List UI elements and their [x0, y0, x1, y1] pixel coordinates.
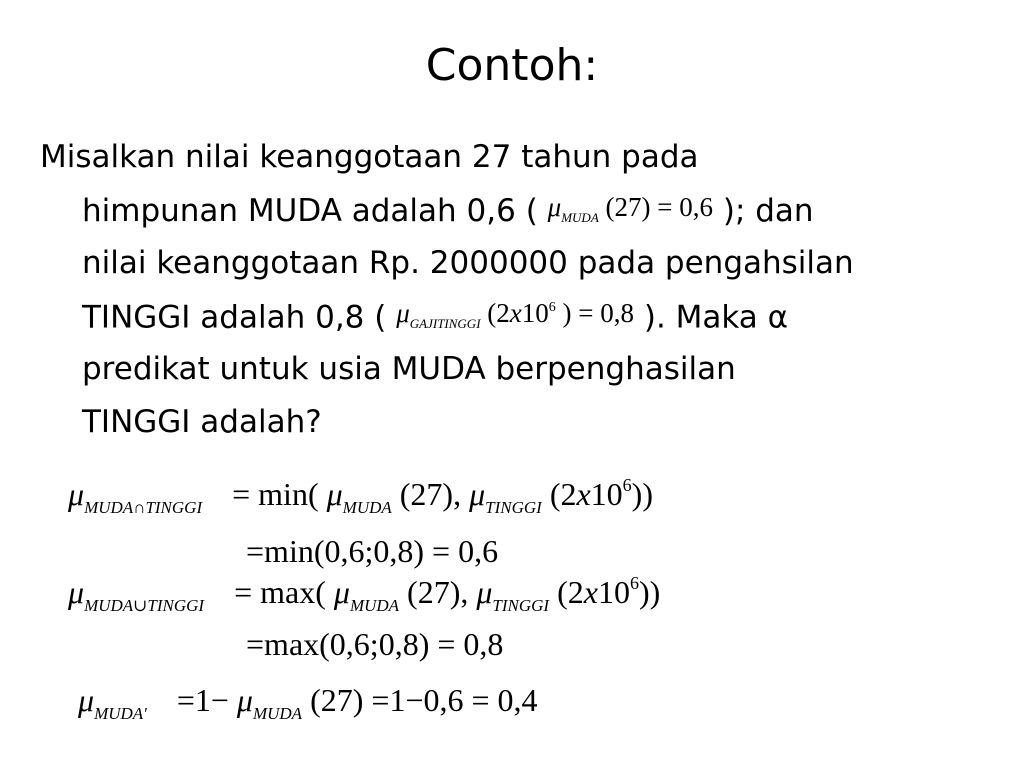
subscript-muda: MUDA: [342, 498, 392, 517]
max-open: = max(: [234, 574, 326, 610]
subscript-muda-complement: MUDA': [94, 704, 147, 723]
text-line-4-end: ). Maka α: [643, 299, 789, 336]
equation-max-result: =max(0,6;0,8) = 0,8: [246, 626, 504, 662]
equation-union: [68, 572, 660, 618]
equation-min-result: =min(0,6;0,8) = 0,6: [246, 533, 499, 569]
inline-formula-gaji: [396, 287, 634, 345]
text-line-5: predikat untuk usia MUDA berpenghasilan: [82, 351, 736, 387]
min-open: = min(: [232, 476, 319, 512]
text-line-1: Misalkan nilai keanggotaan 27 tahun pada: [40, 139, 699, 175]
inline-formula-muda: [548, 181, 713, 238]
mu-symbol: μ: [547, 192, 562, 222]
ten: 10: [590, 476, 623, 512]
x-var: x: [576, 476, 591, 512]
mu-symbol: μ: [326, 476, 343, 512]
formula-ten: 10: [521, 298, 549, 328]
equation-complement: [78, 680, 538, 726]
text-line-2-start: himpunan MUDA adalah 0,6 (: [82, 193, 538, 229]
mu-symbol: μ: [333, 574, 350, 610]
exponent: 6: [629, 573, 639, 593]
mu-symbol: μ: [476, 574, 493, 610]
text-line-4: [40, 290, 1010, 343]
formula-x: x: [509, 298, 522, 328]
mu-symbol: μ: [469, 476, 486, 512]
text-line-2-end: ); dan: [722, 193, 814, 229]
formula-open: (2: [487, 298, 510, 328]
complement-lhs: =1−: [176, 682, 229, 718]
complement-result: (27) =1−0,6 = 0,4: [310, 682, 538, 718]
x-var: x: [583, 574, 598, 610]
mu-symbol: μ: [68, 574, 85, 610]
subscript-tinggi: TINGGI: [492, 596, 550, 615]
subscript-muda: MUDA: [252, 704, 303, 723]
text-line-6: TINGGI adalah?: [82, 404, 322, 440]
text-line-4-start: TINGGI adalah 0,8 (: [82, 299, 387, 336]
subscript-muda: MUDA: [349, 596, 400, 615]
mu-symbol: μ: [68, 476, 85, 512]
subscript-tinggi: TINGGI: [485, 498, 542, 517]
text-line-2: [40, 184, 1010, 237]
formula-value: ) = 0,8: [562, 298, 634, 328]
tinggi-arg-open: (2: [549, 476, 577, 512]
muda-arg: (27),: [407, 574, 469, 610]
exponent: 6: [622, 475, 632, 495]
ten: 10: [597, 574, 630, 610]
formula-exponent: 6: [548, 300, 556, 315]
close-parens: )): [638, 574, 661, 610]
subscript-muda-or-tinggi: MUDA∪TINGGI: [84, 596, 205, 615]
subscript-muda-and-tinggi: MUDA∩TINGGI: [84, 498, 203, 517]
subscript-gajitinggi: GAJITINGGI: [409, 316, 481, 331]
mu-symbol: μ: [396, 298, 410, 328]
formula-value: (27) = 0,6: [605, 192, 713, 222]
mu-symbol: μ: [78, 682, 95, 718]
mu-symbol: μ: [236, 682, 253, 718]
body-paragraph: [40, 131, 1010, 449]
tinggi-arg-open: (2: [557, 574, 584, 610]
slide-title: Contoh:: [425, 40, 599, 91]
close-parens: )): [631, 476, 653, 512]
muda-arg: (27),: [399, 476, 462, 512]
equation-intersection: [68, 474, 653, 520]
subscript-muda: MUDA: [561, 210, 599, 225]
text-line-3: nilai keanggotaan Rp. 2000000 pada pengahsilan: [82, 245, 854, 281]
